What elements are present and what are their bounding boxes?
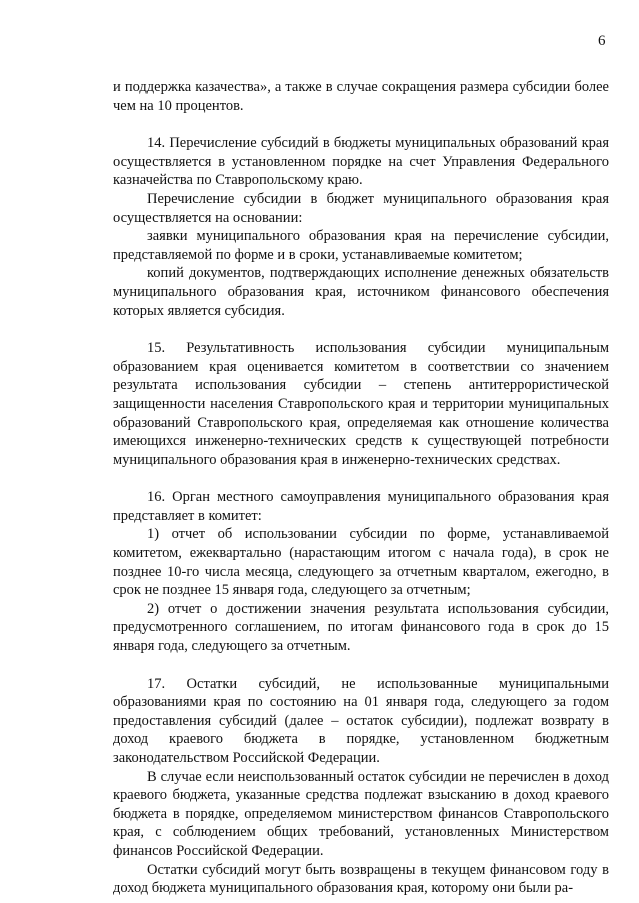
paragraph-14-application: заявки муниципального образования края на перечисление субсидии, представляемой по форме и в сроки, устанавливаемые комитетом; [113, 228, 609, 263]
paragraph-17: 17. Остатки субсидий, не использованные муниципальными образованиями края по состоянию на 01 января года, следующего за годом предоставления субсидий (далее – остаток субсидии), подлежат возврату в доход краевого бюджета в порядке, установленном бюджетным законодательством Российской Федерации. [113, 675, 609, 766]
paragraph-continuation: и поддержка казачества», а также в случае сокращения размера субсидии более чем на 10 процентов. [113, 79, 609, 114]
paragraph-17-recovery: В случае если неиспользованный остаток субсидии не перечислен в доход краевого бюджета, указанные средства подлежат взысканию в доход краевого бюджета в порядке, определяемом министерством финансов Ставропольского края, с соблюдением общих требований, установленных Министерством финансов Российской Федерации. [113, 768, 609, 859]
paragraph-16: 16. Орган местного самоуправления муниципального образования края представляет в комитет: [113, 489, 609, 524]
paragraph-17-return: Остатки субсидий могут быть возвращены в текущем финансовом году в доход бюджета муниципального образования края, которому они были ра- [113, 861, 609, 897]
paragraph-15: 15. Результативность использования субсидии муниципальным образованием края оценивается комитетом в соответствии со значением результата использования субсидии – степень антитеррористической защищенности населения Ставропольского края и территории муниципальных образований Ставропольского края, определяемая как отношение количества имеющихся инженерно-технических средств к существующей потребности муниципального образования края в инженерно-технических средствах. [113, 340, 609, 468]
document-body [113, 78, 609, 898]
paragraph-14-transfer-basis: Перечисление субсидии в бюджет муниципального образования края осуществляется на основании: [113, 190, 609, 226]
paragraph-16-item-1: 1) отчет об использовании субсидии по форме, устанавливаемой комитетом, ежеквартально (нарастающим итогом с начала года), в срок не позднее 10-го числа месяца, следующего за отчетным кварталом, ежегодно, в срок не позднее 15 января года, следующего за отчетным; [113, 526, 609, 599]
paragraph-14-document-copies: копий документов, подтверждающих исполнение денежных обязательств муниципального образования края, источником финансового обеспечения которых является субсидия. [113, 265, 609, 319]
paragraph-16-item-2: 2) отчет о достижении значения результата использования субсидии, предусмотренного соглашением, по итогам финансового года в срок до 15 января года, следующего за отчетным. [113, 600, 609, 655]
paragraph-14: 14. Перечисление субсидий в бюджеты муниципальных образований края осуществляется в установленном порядке на счет Управления Федерального казначейства по Ставропольскому краю. [113, 135, 609, 189]
page-number: 6 [598, 33, 606, 49]
